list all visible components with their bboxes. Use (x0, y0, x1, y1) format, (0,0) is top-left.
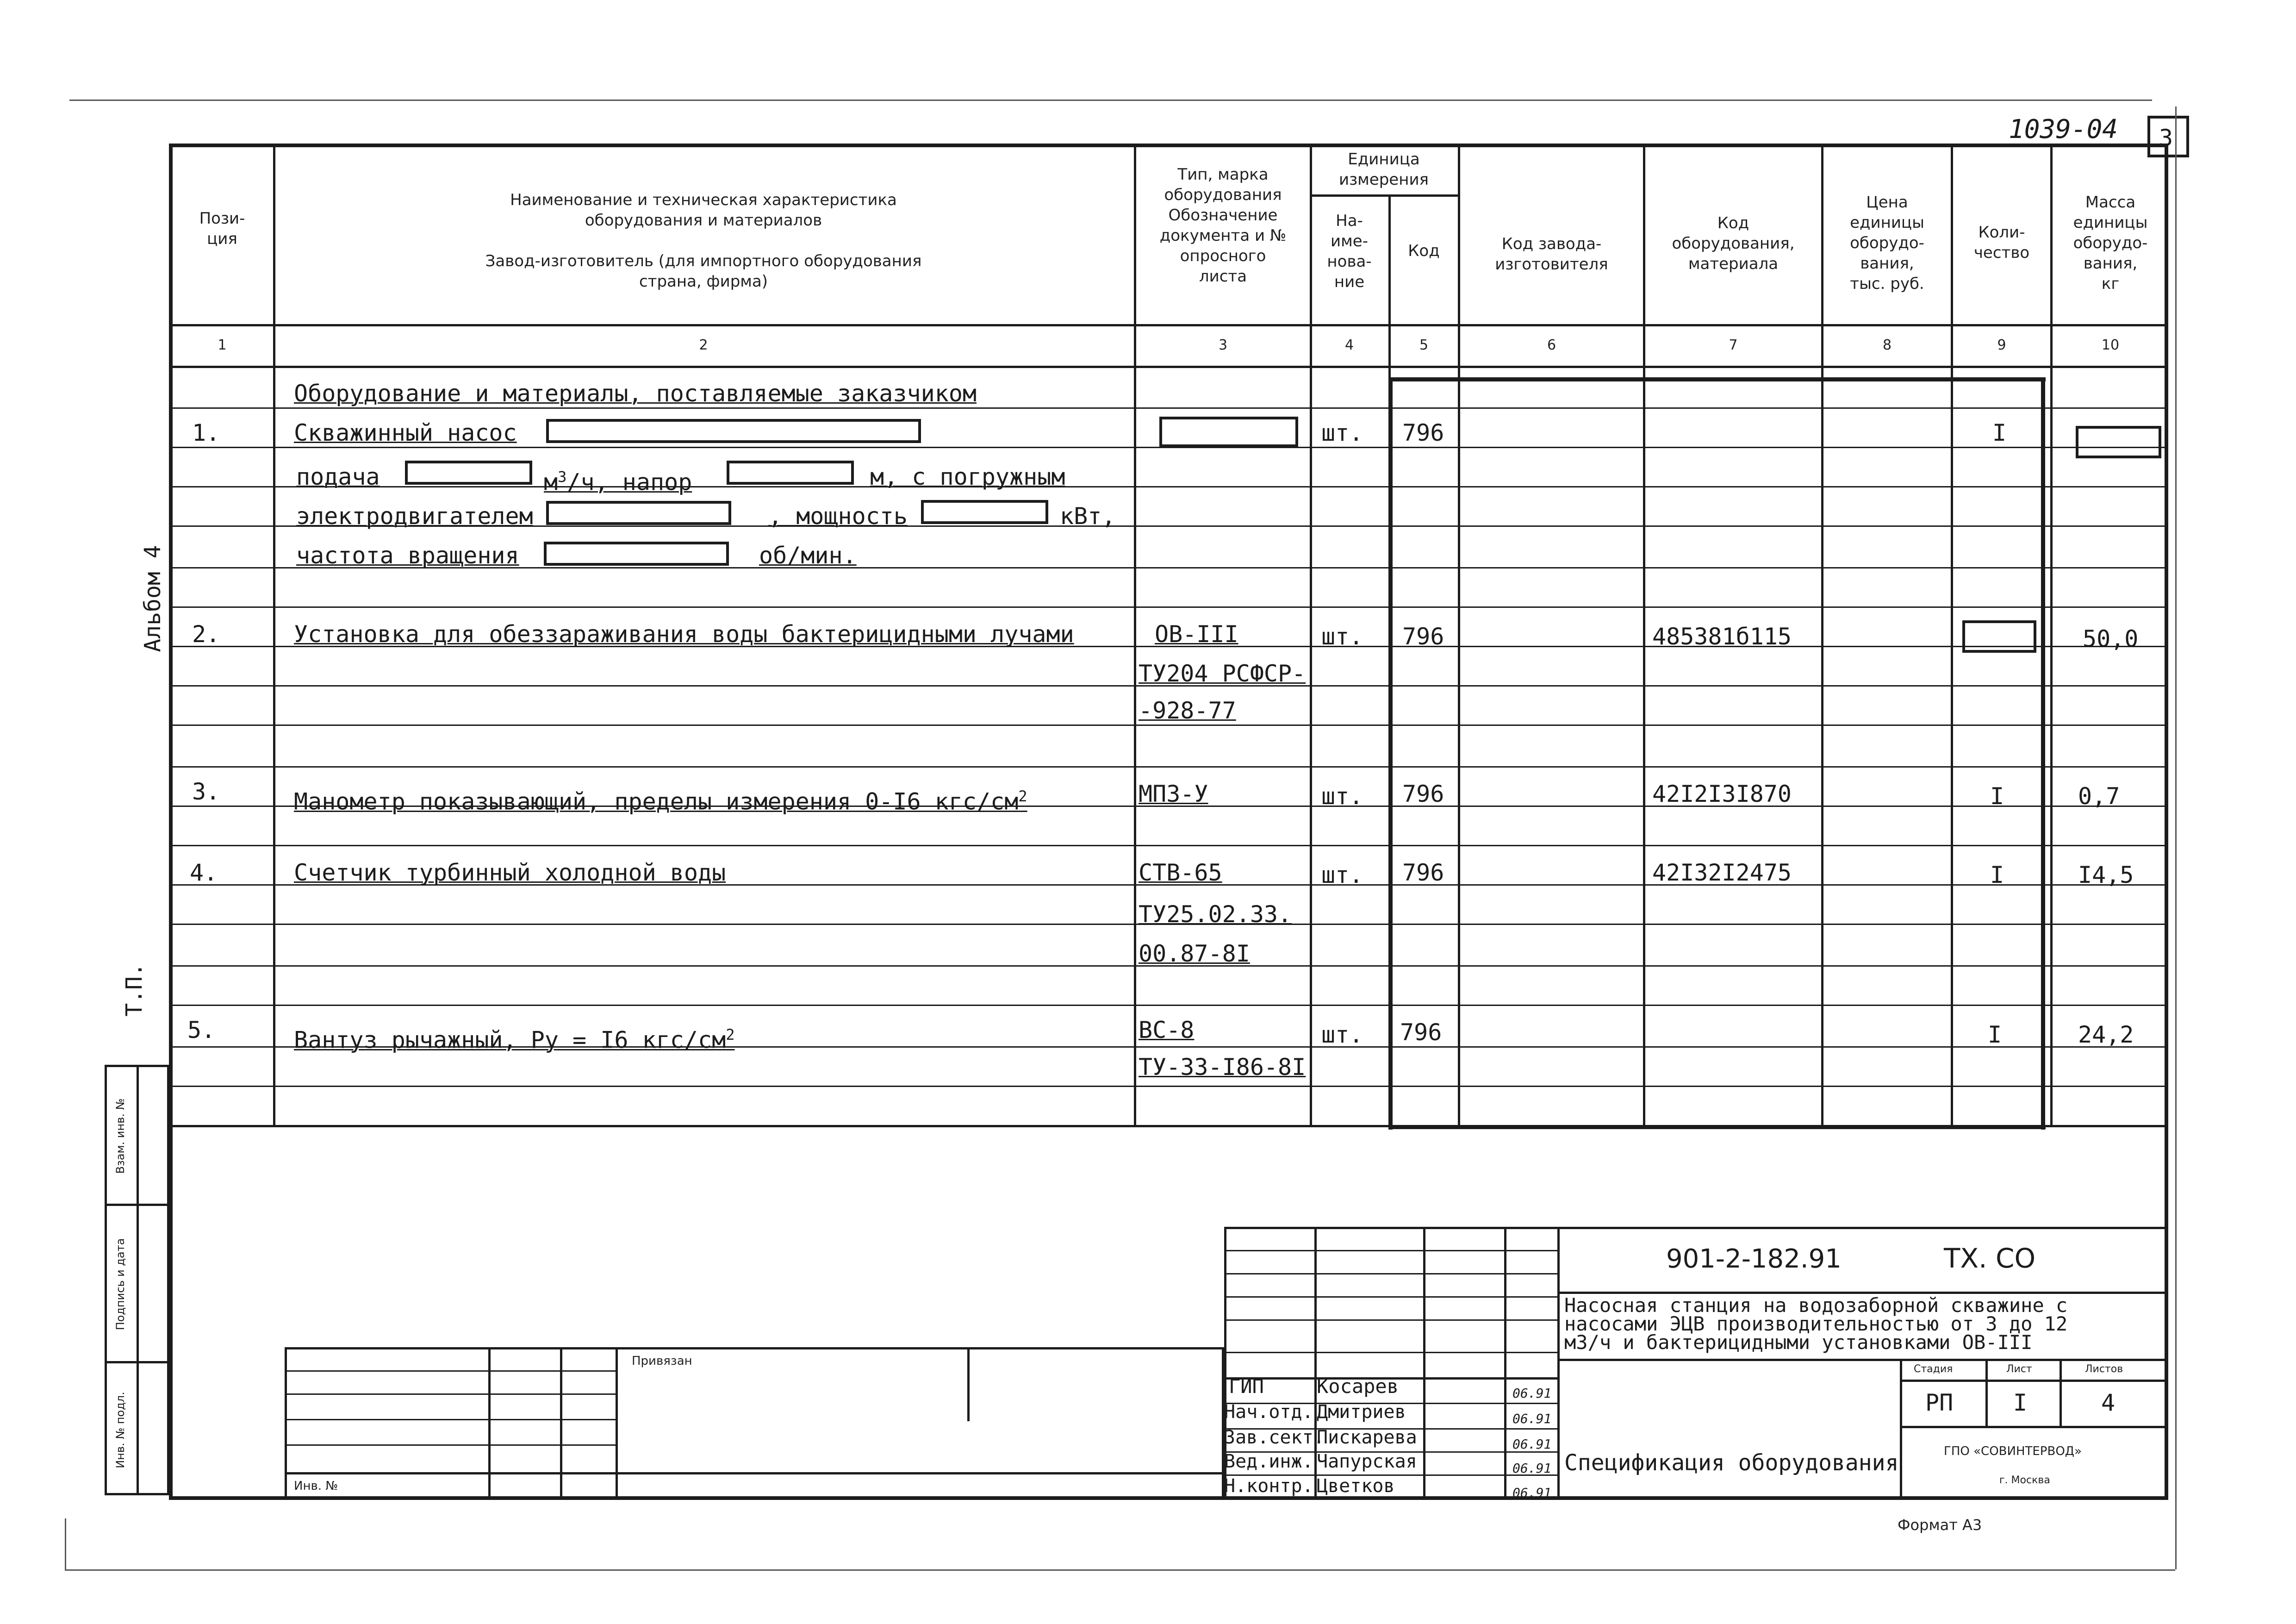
row5-mass: 24,2 (2078, 1021, 2134, 1048)
sheet-label: Лист (2006, 1363, 2032, 1375)
row2-mass: 50,0 (2083, 625, 2139, 652)
hdr-price: Цена единицы оборудо- вания, тыс. руб. (1850, 193, 1924, 293)
table-body-end-line (169, 1125, 2168, 1127)
colnum-9: 9 (1997, 337, 2006, 353)
header-bottom-line (169, 324, 2168, 326)
colnum-10: 10 (2101, 337, 2120, 353)
col-line-5 (1458, 144, 1460, 1125)
privyazan-col-4 (967, 1347, 970, 1421)
stamp-row (1224, 1319, 1557, 1321)
row2-type-line3: -928-77 (1139, 697, 1236, 724)
stamp-row (1224, 1352, 1557, 1353)
col-line-1 (273, 144, 275, 1125)
stamp-col-sign (1504, 1227, 1506, 1500)
row-line (169, 766, 2168, 768)
row4-position: 4. (190, 859, 218, 886)
col-line-8 (1951, 144, 1953, 1125)
project-title-line-3: м3/ч и бактерицидными установками ОВ-III (1564, 1331, 2033, 1354)
row2-name: Установка для обеззараживания воды бактерицидными лучами (294, 621, 1074, 648)
outer-left-line (65, 1518, 66, 1569)
project-title-line-2: насосами ЭЦВ производительностью от 3 до 12 (1564, 1312, 2068, 1335)
signer-date: 06.91 (1512, 1437, 1552, 1452)
doc-code: 901-2-182.91 (1666, 1244, 1842, 1274)
stamp-title-line (1557, 1359, 2168, 1361)
row1-speed-blank (544, 542, 729, 566)
stamp-stage-line (1900, 1380, 2168, 1382)
row2-position: 2. (192, 621, 220, 648)
row5-name: Вантуз рычажный, Ру = I6 кгс/$см^2$ (294, 1026, 735, 1054)
signer-date: 06.91 (1512, 1411, 1552, 1426)
stamp-stage-col (1900, 1359, 1902, 1500)
side-stamp-vzam: Взам. инв. № (114, 1098, 127, 1174)
row1-flow-unit: $м^3/ч$, напор (544, 468, 692, 496)
row3-position: 3. (192, 778, 220, 805)
colnum-bottom-line (169, 366, 2168, 368)
row1-unit: шт. (1321, 419, 1363, 446)
hdr-unit-group: Единица измерения (1338, 150, 1429, 189)
row1-speed-label: частота вращения (296, 542, 519, 569)
signer-name: Пискарева (1317, 1427, 1417, 1448)
hdr-equipment-code: Код оборудования, материала (1672, 214, 1795, 273)
row1-position: 1. (192, 419, 220, 446)
row4-type-line3: 00.87-8I (1139, 940, 1250, 967)
col-line-4b (1388, 380, 1393, 1130)
hdr-quantity: Коли- чество (1973, 223, 2030, 262)
stamp-col-date (1557, 1227, 1560, 1500)
colnum-7: 7 (1729, 337, 1738, 353)
row1-power-label: , мощность (768, 503, 908, 530)
row2-equipment-code: 485381б115 (1652, 623, 1792, 650)
side-stamp-inv: Инв. № подл. (114, 1392, 127, 1468)
sheet-reference: 1039-04 (2009, 114, 2118, 144)
outer-bottom-line (65, 1569, 2175, 1571)
col-line-6 (1643, 144, 1645, 1125)
tp-label: Т.П. (121, 963, 147, 1017)
row2-unit: шт. (1321, 623, 1363, 650)
row4-type-line2: ТУ25.02.33. (1139, 901, 1292, 928)
colnum-6: 6 (1547, 337, 1556, 353)
page-number: 3 (2159, 125, 2173, 151)
hdr-unit-code: Код (1408, 242, 1440, 260)
row3-type: МП3-У (1139, 781, 1208, 807)
row5-type: ВС-8 (1139, 1017, 1195, 1043)
row1-head-blank (727, 461, 854, 485)
privyazan-row-5 (285, 1472, 1224, 1474)
stage-label: Стадия (1914, 1363, 1953, 1375)
row-line (169, 486, 2168, 487)
row1-code: 796 (1402, 419, 1444, 446)
row4-name: Счетчик турбинный холодной воды (294, 859, 726, 886)
row3-mass: 0,7 (2078, 783, 2120, 810)
row1-speed-unit: об/мин. (759, 542, 857, 569)
row1-mass-blank (2076, 426, 2161, 458)
signer-name: Дмитриев (1317, 1401, 1406, 1423)
colnum-3: 3 (1218, 337, 1228, 353)
stamp-sheet-col (1985, 1359, 1988, 1426)
colnum-2: 2 (699, 337, 708, 353)
row2-type-line2: ТУ204 РСФСР- (1139, 660, 1306, 687)
top-scan-line (69, 100, 2152, 101)
hdr-unit-name: На- име- нова- ние (1327, 212, 1372, 291)
row1-flow-label: подача (296, 463, 380, 490)
hdr-type: Тип, марка оборудования Обозначение документа и № опросного листа (1159, 165, 1287, 286)
row3-equipment-code: 42I2I3I870 (1652, 781, 1792, 807)
doc-mark: ТХ. СО (1944, 1243, 2036, 1274)
inv-no-label: Инв. № (294, 1479, 338, 1493)
privyazan-row-4 (285, 1444, 616, 1446)
row3-quantity: I (1990, 783, 2004, 810)
row1-power-blank (921, 500, 1048, 524)
signer-role: Н.контр. (1224, 1475, 1313, 1497)
signer-name: Чапурская (1317, 1451, 1417, 1472)
privyazan-row-1 (285, 1370, 616, 1372)
col-line-2 (1134, 144, 1136, 1125)
signer-date: 06.91 (1512, 1461, 1552, 1476)
sheets-value: 4 (2101, 1389, 2116, 1416)
document-name: Спецификация оборудования (1564, 1450, 1899, 1476)
row1-name: Скважинный насос (294, 419, 517, 446)
row-line (169, 606, 2168, 608)
row1-quantity: I (1992, 419, 2007, 446)
row4-unit: шт. (1321, 862, 1363, 888)
row5-type-line2: ТУ-33-I86-8I (1139, 1054, 1306, 1081)
organization-name: ГПО «СОВИНТЕРВОД» (1944, 1444, 2082, 1458)
row1-head-unit: м, с погружным (870, 463, 1065, 490)
side-stamp-sep-2 (105, 1361, 169, 1363)
colnum-5: 5 (1419, 337, 1429, 353)
signer-date: 06.91 (1512, 1485, 1552, 1500)
stamp-stage-value-line (1900, 1426, 2168, 1428)
row5-code: 796 (1400, 1019, 1442, 1046)
signer-role: Зав.сект. (1224, 1427, 1325, 1448)
row4-mass: I4,5 (2078, 862, 2134, 888)
signer-name: Цветков (1317, 1475, 1395, 1497)
outer-right-line (2175, 106, 2177, 1569)
row4-code: 796 (1402, 859, 1444, 886)
row2-type: ОВ-III (1155, 621, 1238, 648)
row3-unit: шт. (1321, 783, 1363, 810)
stamp-sheets-col (2060, 1359, 2062, 1426)
row1-motor-blank (546, 501, 731, 525)
hdr-mass: Масса единицы оборудо- вания, кг (2073, 193, 2148, 293)
unit-group-line (1310, 194, 1458, 197)
section-title: Оборудование и материалы, поставляемые заказчиком (294, 380, 977, 407)
row-line (169, 407, 2168, 409)
row1-type-blank (1159, 417, 1298, 447)
row3-name: Манометр показывающий, пределы измерения 0-I6 кгс/$см^2$ (294, 787, 1027, 815)
row5-unit: шт. (1321, 1021, 1363, 1048)
row-line (169, 845, 2168, 846)
colnum-1: 1 (218, 337, 227, 353)
row1-power-unit: кВт, (1060, 503, 1116, 530)
row1-flow-blank (405, 461, 532, 485)
row-line (169, 1086, 2168, 1087)
signer-name: Косарев (1317, 1375, 1399, 1398)
privyazan-col-3 (616, 1347, 618, 1500)
stamp-row (1224, 1273, 1557, 1274)
hdr-factory-code: Код завода- изготовителя (1495, 235, 1608, 274)
sheet-value: I (2013, 1389, 2028, 1416)
row2-quantity-blank (1962, 620, 2036, 653)
privyazan-row-2 (285, 1393, 616, 1395)
stamp-col-name (1423, 1227, 1425, 1500)
signer-role: Нач.отд. (1224, 1401, 1313, 1423)
col-line-8b (2041, 380, 2045, 1130)
row5-quantity: I (1988, 1021, 2002, 1048)
privyazan-row-3 (285, 1419, 616, 1420)
body-top-line (1388, 377, 2046, 381)
format-label: Формат А3 (1898, 1516, 1982, 1534)
signer-date: 06.91 (1512, 1386, 1552, 1401)
row3-code: 796 (1402, 781, 1444, 807)
row1-motor-label: электродвигателем (296, 503, 533, 530)
row4-equipment-code: 42I32I2475 (1652, 859, 1792, 886)
stamp-row (1224, 1296, 1557, 1298)
row-line (169, 725, 2168, 726)
side-stamp-divider (137, 1065, 139, 1495)
stage-value: РП (1925, 1389, 1954, 1416)
organization-city: г. Москва (1999, 1474, 2050, 1486)
row5-position: 5. (187, 1017, 216, 1043)
row4-quantity: I (1990, 862, 2004, 888)
hdr-position: Пози- ция (199, 209, 245, 248)
row1-name-blank (546, 419, 921, 443)
row4-type: СТВ-65 (1139, 859, 1222, 886)
colnum-4: 4 (1344, 337, 1354, 353)
row-line (169, 1005, 2168, 1006)
project-title-line-1: Насосная станция на водозаборной скважине с (1564, 1294, 2068, 1317)
privyazan-label: Привязан (632, 1354, 692, 1368)
stamp-row (1224, 1250, 1557, 1251)
colnum-8: 8 (1882, 337, 1892, 353)
side-stamp-podpis: Подпись и дата (114, 1238, 127, 1330)
side-stamp-sep-1 (105, 1204, 169, 1206)
hdr-name: Наименование и техническая характеристика оборудования и материалов Завод-изготовитель (для импортного оборудования страна, фирма) (485, 191, 922, 291)
sheets-label: Листов (2085, 1363, 2123, 1375)
row2-code: 796 (1402, 623, 1444, 650)
signer-role: ГИП (1229, 1375, 1264, 1398)
album-label: Альбом 4 (140, 545, 166, 652)
signer-role: Вед.инж. (1224, 1451, 1313, 1472)
